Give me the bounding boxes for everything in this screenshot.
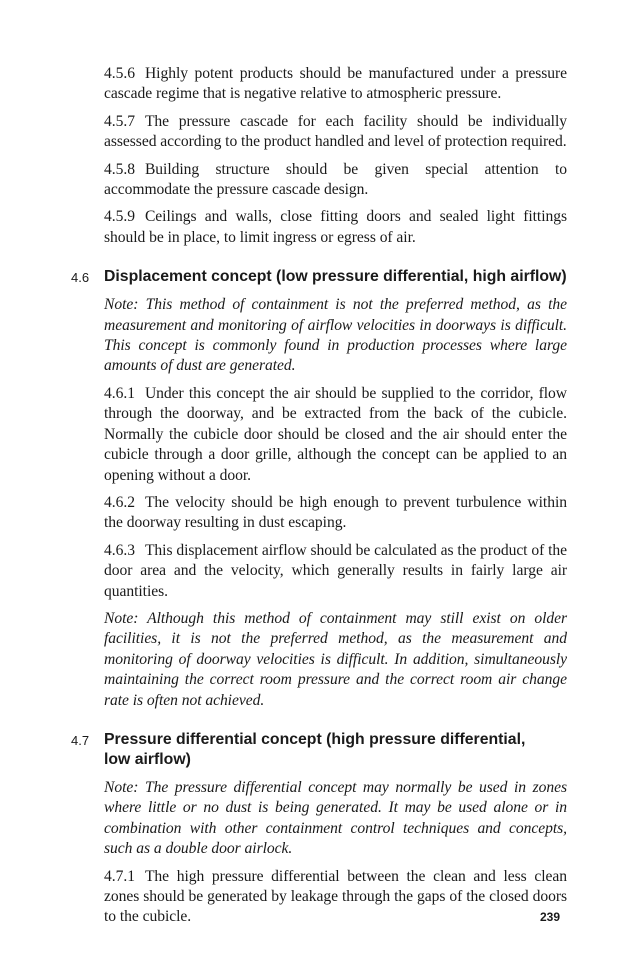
paragraph-text: Highly potent products should be manufactured under a pressure cascade regime that is negative relative to atmospheric pressure. (104, 65, 567, 103)
paragraph-number: 4.7.1 (104, 867, 135, 885)
paragraph-4-5-6 (104, 64, 567, 105)
section-title-line-2: low airflow) (104, 750, 191, 768)
section-title-line-1: Pressure differential concept (high pressure differential, (104, 730, 526, 748)
paragraph-4-5-8 (104, 160, 567, 201)
note-4-7-intro: Note: The pressure differential concept may normally be used in zones where little or no dust is being generated. It may be used alone or in combination with other containment control techniques and concepts, such as a double door airlock. (104, 778, 567, 858)
paragraph-number: 4.5.8 (104, 160, 135, 178)
page-body (71, 64, 567, 935)
paragraph-text: This displacement airflow should be calculated as the product of the door area and the velocity, which generally results in fairly large air quantities. (104, 541, 567, 600)
note-4-6-closing: Note: Although this method of containment may still exist on older facilities, it is not the preferred method, as the measurement and monitoring of doorway velocities is difficult. In addition, simultaneously maintaining the correct room pressure and the correct room air change rate is often not achieved. (104, 609, 567, 709)
paragraph-number: 4.6.3 (104, 541, 135, 559)
section-heading-4-6 (71, 267, 567, 287)
paragraph-4-7-1 (104, 867, 567, 928)
section-number: 4.7 (71, 732, 90, 748)
paragraph-text: The high pressure differential between the clean and less clean zones should be generated by leakage through the gaps of the closed doors to the cubicle. (104, 867, 567, 926)
paragraph-4-6-2 (104, 493, 567, 534)
section-title: Displacement concept (low pressure differential, high airflow) (104, 268, 567, 286)
paragraph-number: 4.5.9 (104, 208, 135, 226)
paragraph-text: Under this concept the air should be supplied to the corridor, flow through the doorway, and be extracted from the back of the cubicle. Normally the cubicle door should be closed and the air should enter the cubicle through a door grille, although the concept can be applied to an opening without a door. (104, 384, 567, 484)
paragraph-text: Building structure should be given special attention to accommodate the pressure cascade design. (104, 160, 567, 199)
section-heading-4-7 (71, 730, 567, 770)
paragraph-number: 4.5.6 (104, 65, 135, 82)
note-4-6-intro: Note: This method of containment is not the preferred method, as the measurement and monitoring of airflow velocities in doorways is difficult. This concept is commonly found in production processes where large amounts of dust are generated. (104, 296, 567, 375)
page-number: 239 (540, 910, 561, 924)
paragraph-text: The pressure cascade for each facility should be individually assessed according to the product handled and level of protection required. (104, 112, 567, 151)
paragraph-4-5-7 (104, 112, 567, 153)
section-number: 4.6 (71, 270, 90, 286)
paragraph-4-6-1 (104, 384, 567, 486)
paragraph-number: 4.5.7 (104, 112, 135, 130)
paragraph-4-5-9 (104, 207, 567, 248)
paragraph-4-6-3 (104, 541, 567, 602)
paragraph-number: 4.6.1 (104, 384, 135, 402)
paragraph-text: The velocity should be high enough to prevent turbulence within the doorway resulting in dust escaping. (104, 493, 567, 532)
paragraph-number: 4.6.2 (104, 493, 135, 511)
paragraph-text: Ceilings and walls, close fitting doors and sealed light fittings should be in place, to limit ingress or egress of air. (104, 208, 567, 246)
